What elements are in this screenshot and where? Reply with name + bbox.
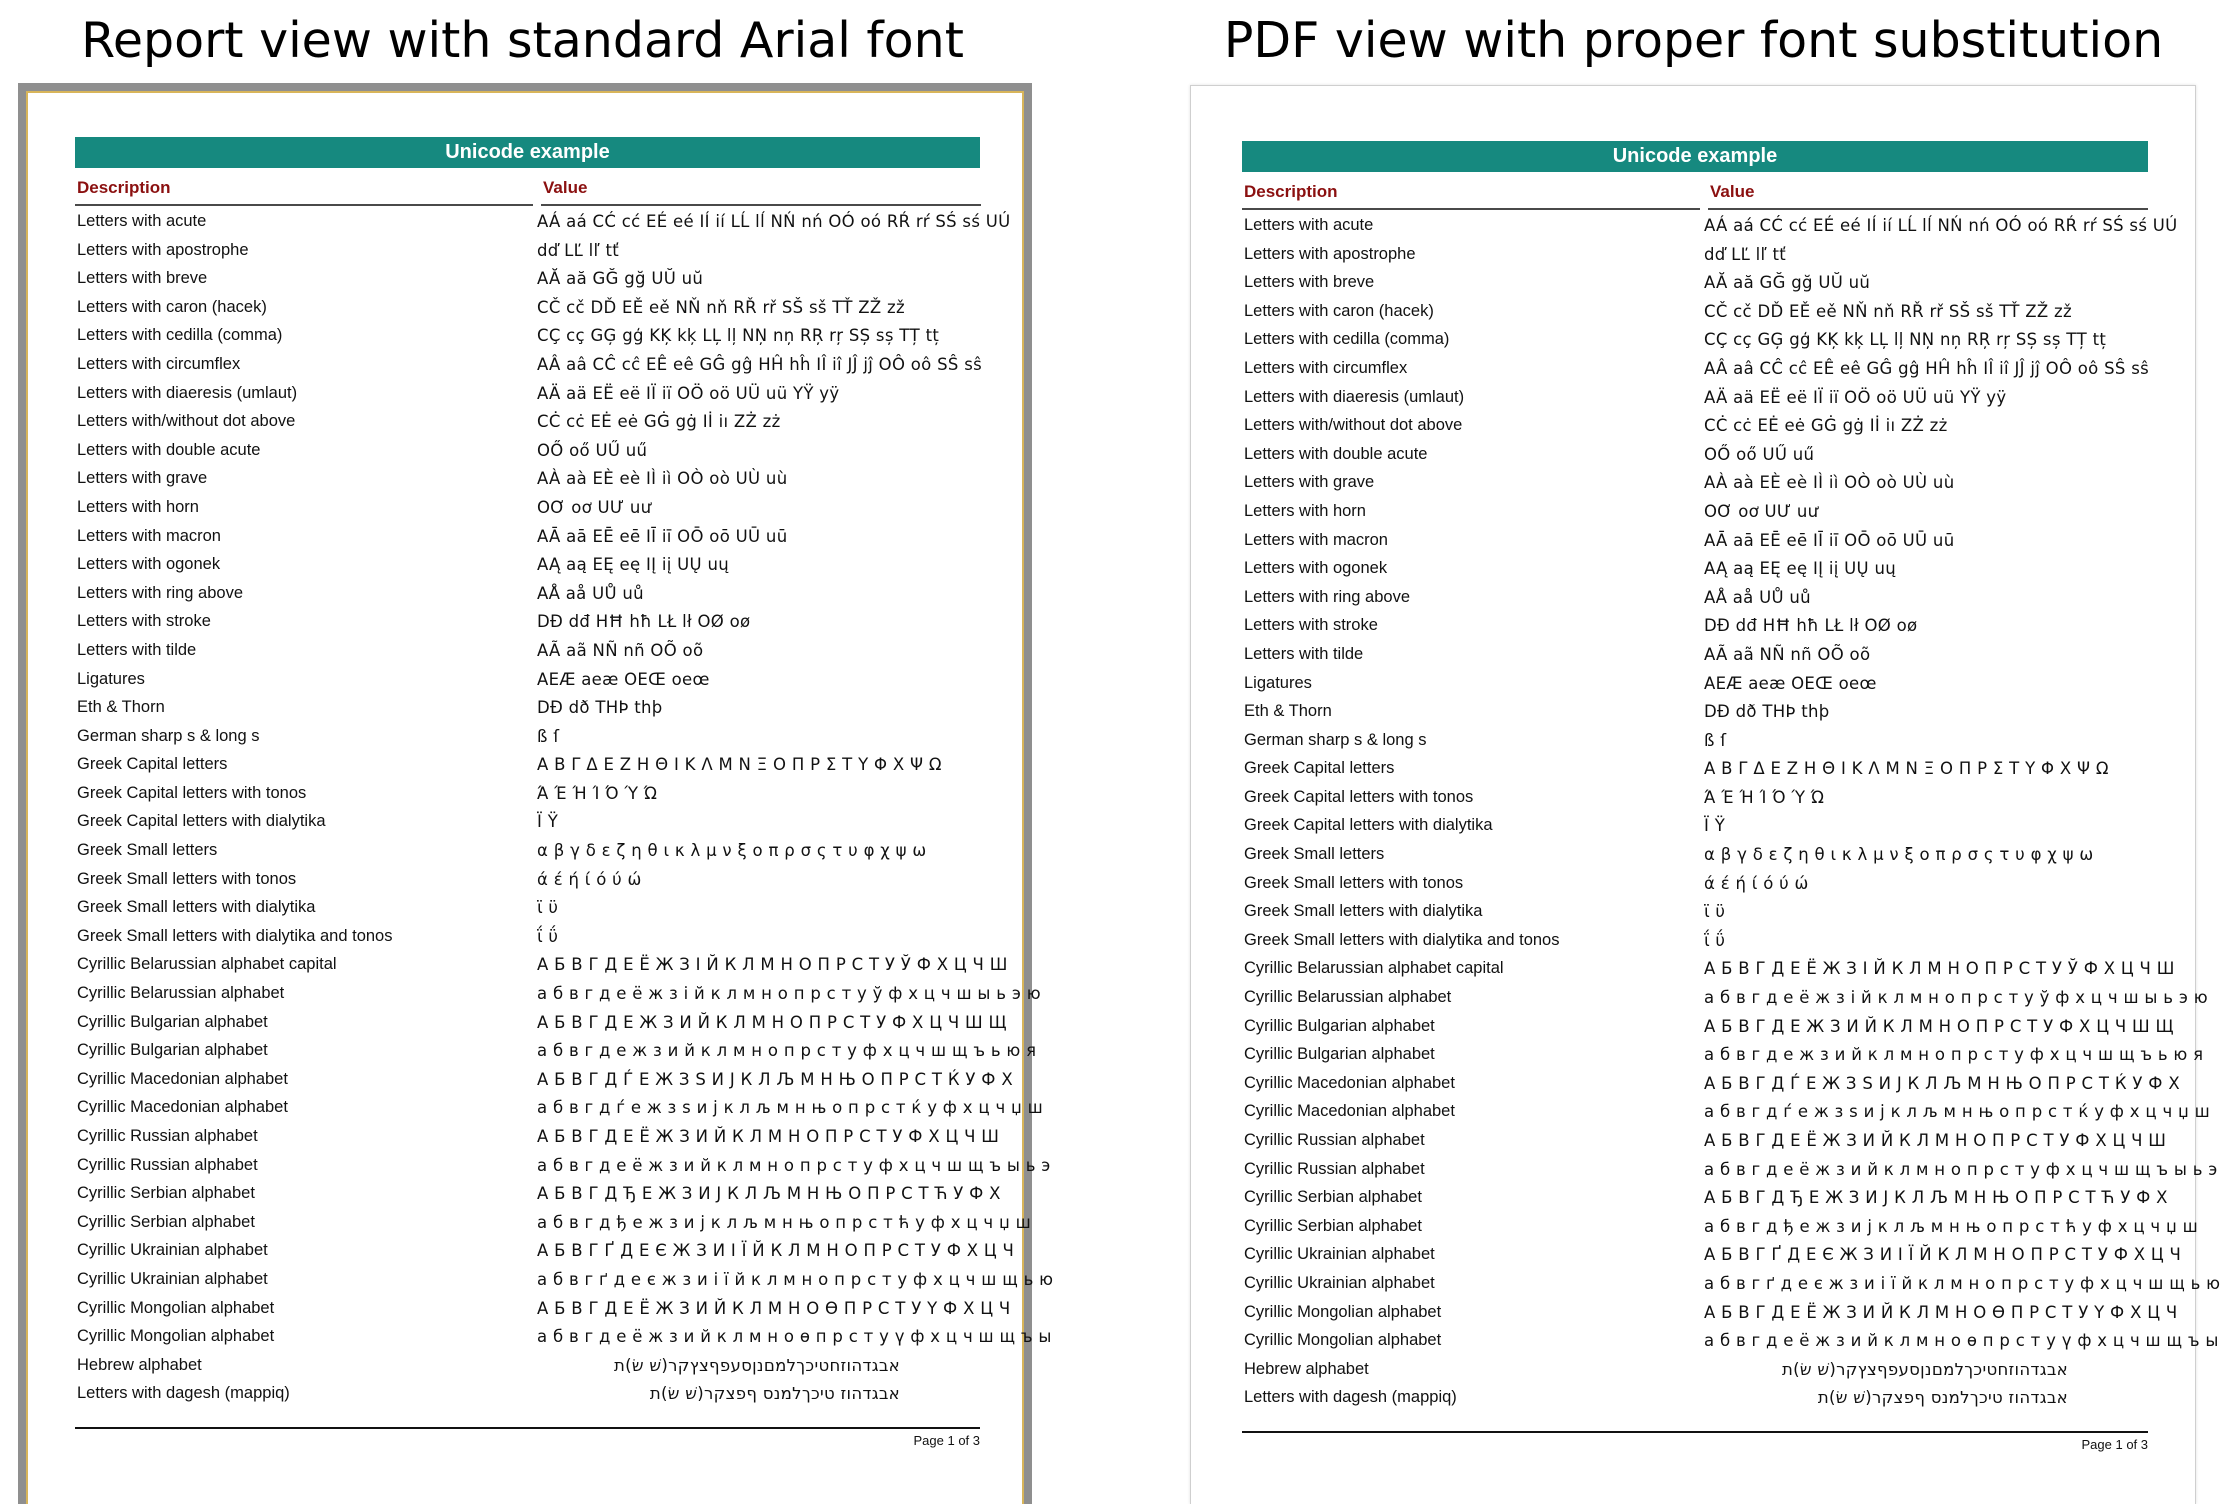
row-description: Letters with ring above <box>77 583 244 602</box>
row-value: Ϊ Ϋ <box>1704 816 1726 836</box>
row-value: Ά Έ Ή Ί Ό Ύ Ώ <box>1704 787 1825 807</box>
row-value: DÐ dð THÞ thþ <box>1704 702 1830 722</box>
report-title: Unicode example <box>75 137 980 168</box>
table-row <box>75 494 980 523</box>
row-description: Greek Small letters with tonos <box>1244 873 1464 892</box>
row-value: AÁ aá CĆ cć EÉ eé IÍ ií LĹ lĺ NŃ nń OÓ oó RŔ rŕ SŚ sś UÚ <box>537 212 1011 231</box>
row-description: Letters with horn <box>1244 501 1366 520</box>
table-row <box>1242 870 2148 899</box>
row-value: α β γ δ ε ζ η θ ι κ λ μ ν ξ ο π ρ σ ς τ υ φ χ ψ ω <box>537 841 927 861</box>
table-row <box>75 637 980 666</box>
row-description: Greek Capital letters with dialytika <box>1244 816 1493 835</box>
row-value: CČ cč DĎ EĚ eě NŇ nň RŘ rř SŠ sš TŤ ZŽ zž <box>1704 301 2072 321</box>
row-value: А Б В Г Д Ђ Е Ж З И Ј К Л Љ М Н Њ О П Р С Т Ћ У Ф Х <box>1704 1188 2168 1208</box>
row-value: OƠ oơ UƯ uư <box>1704 501 1819 521</box>
column-header-value: Value <box>543 178 588 197</box>
row-description: Greek Small letters <box>1244 845 1385 864</box>
column-header-description: Description <box>77 178 171 197</box>
row-description: Letters with grave <box>1244 473 1375 492</box>
row-value: а б в г д ђ е ж з и ј к л љ м н њ о п р с т ћ у ф х ц ч џ ш <box>1704 1216 2199 1236</box>
row-value: AÂ aâ CĈ cĉ EÊ eê GĜ gĝ HĤ hĥ IÎ iî JĴ jĵ OÔ oô SŜ sŝ <box>537 354 983 374</box>
row-description: Letters with diaeresis (umlaut) <box>1244 387 1465 406</box>
row-value: AÄ aä EË eë IÏ iï OÖ oö UÜ uü YŸ yÿ <box>537 383 840 403</box>
table-row <box>75 1237 1015 1266</box>
row-value: а б в г д е ё ж з и й к л м н о ө п р с т у ү ф х ц ч ш щ ъ ы <box>537 1327 1052 1347</box>
table-row <box>1242 584 2148 613</box>
table-row <box>1242 298 2148 327</box>
row-description: Cyrillic Bulgarian alphabet <box>77 1012 268 1031</box>
row-description: Letters with horn <box>77 497 199 516</box>
row-description: Cyrillic Serbian alphabet <box>77 1184 255 1203</box>
column-header-value: Value <box>1710 182 1755 201</box>
row-description: Letters with caron (hacek) <box>1244 301 1434 320</box>
row-description: Hebrew alphabet <box>77 1355 202 1374</box>
row-description: Greek Capital letters with tonos <box>77 783 307 802</box>
row-value: אבגדהוז טיכךלמנס ףפצקר(שׁ שׂ)ת <box>1817 1388 2068 1408</box>
row-value: ά έ ή ί ό ύ ώ <box>537 869 642 889</box>
row-value: dď LĽ lľ tť <box>1704 244 1787 264</box>
pdf-viewer-page[interactable] <box>1190 85 2220 1504</box>
row-description: Cyrillic Macedonian alphabet <box>1244 1102 1455 1121</box>
row-value: AÀ aà EÈ eè IÌ iì OÒ oò UÙ uù <box>1704 473 1955 493</box>
table-row <box>1242 784 2148 813</box>
row-value: CČ cč DĎ EĚ eě NŇ nň RŘ rř SŠ sš TŤ ZŽ zž <box>537 297 905 317</box>
row-description: Letters with cedilla (comma) <box>77 326 283 345</box>
footer-rule <box>75 1427 980 1429</box>
table-row <box>75 751 980 780</box>
row-description: Letters with diaeresis (umlaut) <box>77 383 298 402</box>
row-description: Letters with dagesh (mappiq) <box>77 1384 290 1403</box>
row-description: Cyrillic Serbian alphabet <box>77 1212 255 1231</box>
row-description: Cyrillic Russian alphabet <box>77 1127 258 1145</box>
row-value: ß ſ <box>1704 730 1727 750</box>
row-description: Ligatures <box>77 669 145 688</box>
table-row <box>1242 1127 2167 1156</box>
table-row <box>75 437 980 466</box>
table-row <box>75 1352 980 1381</box>
row-description: Letters with/without dot above <box>1244 416 1463 435</box>
row-description: Greek Small letters with dialytika and tonos <box>77 926 393 945</box>
table-row <box>1242 1184 2168 1213</box>
row-description: Letters with tilde <box>77 640 197 659</box>
row-description: Greek Small letters <box>77 841 218 860</box>
table-row <box>75 237 980 266</box>
table-row <box>75 408 980 437</box>
row-description: Greek Small letters with dialytika <box>1244 902 1483 921</box>
table-row <box>1242 698 2148 727</box>
row-value: CĊ cċ EĖ eė GĠ gġ Iİ iı ZŻ zż <box>1704 416 1948 436</box>
row-value: OƠ oơ UƯ uư <box>537 497 652 517</box>
table-row <box>1242 412 2148 441</box>
table-row <box>1242 1013 2174 1042</box>
row-description: Letters with stroke <box>1244 616 1378 635</box>
row-value: А Б В Г Д Ђ Е Ж З И Ј К Л Љ М Н Њ О П Р С Т Ћ У Ф Х <box>537 1184 1001 1204</box>
row-description: Letters with apostrophe <box>1244 244 1416 263</box>
table-row <box>1242 326 2148 355</box>
column-headers <box>75 168 980 208</box>
row-description: Cyrillic Ukrainian alphabet <box>1244 1273 1435 1292</box>
row-description: Letters with apostrophe <box>77 240 249 259</box>
row-description: Cyrillic Bulgarian alphabet <box>1244 1016 1435 1035</box>
row-description: Eth & Thorn <box>77 698 165 717</box>
table-row <box>1242 755 2148 784</box>
row-description: Letters with caron (hacek) <box>77 297 267 316</box>
row-value: А Б В Г Д Е Ё Ж З І Й К Л М Н О П Р С Т У Ў Ф Х Ц Ч Ш <box>537 955 1008 975</box>
row-description: Cyrillic Serbian alphabet <box>1244 1188 1422 1207</box>
table-row <box>75 322 980 351</box>
row-value: AEÆ aeæ OEŒ oeœ <box>537 669 710 689</box>
row-value: AÃ aã NÑ nñ OÕ oõ <box>537 640 704 660</box>
row-value: AÃ aã NÑ nñ OÕ oõ <box>1704 644 1871 664</box>
report-title: Unicode example <box>1242 141 2148 172</box>
row-description: Cyrillic Ukrainian alphabet <box>77 1269 268 1288</box>
table-row <box>75 1094 1044 1123</box>
row-value: AÀ aà EÈ eè IÌ iì OÒ oò UÙ uù <box>537 469 788 489</box>
row-value: а б в г д ђ е ж з и ј к л љ м н њ о п р с т ћ у ф х ц ч џ ш <box>537 1212 1032 1232</box>
row-value: а б в г д ѓ е ж з ѕ и ј к л љ м н њ о п р с т ќ у ф х ц ч џ ш <box>537 1098 1044 1118</box>
row-value: CÇ cç GĢ gģ KĶ kķ LĻ lļ NŅ nņ RŖ rŗ SȘ sș TȚ tț <box>537 326 940 346</box>
row-description: German sharp s & long s <box>77 726 260 745</box>
table-row <box>1242 1327 2219 1356</box>
table-row <box>75 1066 1013 1095</box>
row-value: OŐ oő UŰ uű <box>537 440 648 460</box>
row-description: Greek Capital letters with dialytika <box>77 812 326 831</box>
table-row <box>1242 927 2148 956</box>
row-description: Greek Capital letters with tonos <box>1244 787 1474 806</box>
row-description: Letters with stroke <box>77 612 211 631</box>
row-description: Cyrillic Belarussian alphabet capital <box>1244 959 1504 978</box>
footer-rule <box>1242 1431 2148 1433</box>
row-description: Greek Capital letters <box>77 755 228 774</box>
row-value: AĀ aā EĒ eē IĪ iī OŌ oō UŪ uū <box>1704 530 1955 550</box>
row-value: А Б В Г Ґ Д Е Є Ж З И І Ї Й К Л М Н О П Р С Т У Ф Х Ц Ч <box>537 1241 1015 1261</box>
row-value: AÁ aá CĆ cć EÉ eé IÍ ií LĹ lĺ NŃ nń OÓ oó RŔ rŕ SŚ sś UÚ <box>1704 216 2178 235</box>
table-row <box>1242 269 2148 298</box>
row-description: Letters with macron <box>1244 530 1388 549</box>
table-row <box>1242 1041 2204 1070</box>
row-description: Hebrew alphabet <box>1244 1359 1369 1378</box>
row-description: Cyrillic Bulgarian alphabet <box>77 1041 268 1060</box>
table-row <box>75 580 980 609</box>
table-row <box>75 1380 980 1409</box>
table-row <box>1242 469 2148 498</box>
row-description: Cyrillic Mongolian alphabet <box>1244 1302 1442 1321</box>
row-value: AĄ aą EĘ eę IĮ iį UŲ uų <box>537 555 729 575</box>
row-value: А Б В Г Д Е Ё Ж З И Й К Л М Н О Ө П Р С Т У Ү Ф Х Ц Ч <box>1704 1302 2178 1322</box>
page-number: Page 1 of 3 <box>2081 1436 2148 1452</box>
row-value: אבגדהוז טיכךלמנס ףפצקר(שׁ שׂ)ת <box>649 1384 900 1404</box>
report-rows <box>75 208 1054 1409</box>
row-description: Cyrillic Macedonian alphabet <box>77 1098 288 1117</box>
row-value: AĂ aă GĞ gğ UŬ uŭ <box>1704 273 1871 293</box>
row-description: Cyrillic Belarussian alphabet <box>1244 988 1452 1007</box>
table-row <box>75 723 980 752</box>
row-description: Greek Small letters with tonos <box>77 869 297 888</box>
row-description: Ligatures <box>1244 673 1312 692</box>
row-description: Eth & Thorn <box>1244 702 1332 721</box>
row-value: AĀ aā EĒ eē IĪ iī OŌ oō UŪ uū <box>537 526 788 546</box>
table-row <box>75 1009 1007 1038</box>
table-row <box>1242 1213 2199 1242</box>
table-row <box>1242 498 2148 527</box>
report-left <box>75 137 1054 1448</box>
row-description: Letters with ogonek <box>1244 559 1388 578</box>
report-right <box>1242 141 2220 1452</box>
row-description: Cyrillic Serbian alphabet <box>1244 1216 1422 1235</box>
table-row <box>1242 555 2148 584</box>
row-value: А Б В Г Д Е Ё Ж З И Й К Л М Н О П Р С Т У Ф Х Ц Ч Ш <box>1704 1131 2167 1150</box>
row-description: Letters with breve <box>1244 273 1375 292</box>
table-row <box>75 951 1008 980</box>
table-row <box>1242 727 2148 756</box>
row-value: ϊ ϋ <box>537 898 559 918</box>
table-row <box>1242 212 2178 241</box>
table-row <box>75 1266 1054 1295</box>
row-value: Ϊ Ϋ <box>537 812 559 832</box>
row-value: а б в г д е ё ж з и й к л м н о п р с т у ф х ц ч ш щ ъ ы ь э <box>1704 1159 2218 1179</box>
table-row <box>75 980 1041 1009</box>
table-row <box>75 608 980 637</box>
table-row <box>1242 812 2148 841</box>
table-row <box>1242 1384 2148 1413</box>
table-row <box>75 523 980 552</box>
row-description: Cyrillic Belarussian alphabet <box>77 984 285 1003</box>
table-row <box>75 894 980 923</box>
table-row <box>1242 355 2148 384</box>
table-row <box>75 780 980 809</box>
row-value: А Б В Г Д Е Ё Ж З І Й К Л М Н О П Р С Т У Ў Ф Х Ц Ч Ш <box>1704 959 2175 979</box>
row-description: Letters with double acute <box>1244 444 1428 463</box>
table-row <box>1242 1070 2180 1099</box>
row-description: Cyrillic Russian alphabet <box>77 1155 258 1174</box>
row-value: А Б В Г Д Ѓ Е Ж З Ѕ И Ј К Л Љ М Н Њ О П Р С Т Ќ У Ф Х <box>537 1069 1013 1089</box>
table-row <box>75 465 980 494</box>
row-value: а б в г д е ё ж з і й к л м н о п р с т у ў ф х ц ч ш ы ь э ю <box>1704 988 2208 1008</box>
row-description: Letters with grave <box>77 469 208 488</box>
row-description: Letters with acute <box>77 212 207 230</box>
row-value: А Б В Г Д Е Ж З И Й К Л М Н О П Р С Т У Ф Х Ц Ч Ш Щ <box>1704 1016 2174 1036</box>
header-rule <box>1242 208 1700 210</box>
table-row <box>75 808 980 837</box>
report-rows <box>1242 212 2220 1413</box>
row-value: а б в г д е ж з и й к л м н о п р с т у ф х ц ч ш щ ъ ь ю я <box>537 1041 1037 1061</box>
row-description: Letters with ogonek <box>77 555 221 574</box>
table-row <box>1242 612 2148 641</box>
header-rule <box>541 204 981 206</box>
row-value: AEÆ aeæ OEŒ oeœ <box>1704 673 1877 693</box>
row-value: אבגדהוזחטיכךלמםנןסעפףצץקר(שׁ שׂ)ת <box>1781 1359 2068 1379</box>
header-rule <box>1708 208 2148 210</box>
report-viewer-frame <box>18 83 1054 1504</box>
row-description: Letters with circumflex <box>1244 358 1408 377</box>
row-description: Letters with circumflex <box>77 354 241 373</box>
table-row <box>75 208 1011 237</box>
table-row <box>75 1037 1037 1066</box>
row-value: AÂ aâ CĈ cĉ EÊ eê GĜ gĝ HĤ hĥ IÎ iî JĴ jĵ OÔ oô SŜ sŝ <box>1704 358 2150 378</box>
table-row <box>75 351 983 380</box>
table-row <box>75 294 980 323</box>
row-description: Cyrillic Ukrainian alphabet <box>77 1241 268 1260</box>
row-value: а б в г д е ё ж з и й к л м н о ө п р с т у ү ф х ц ч ш щ ъ ы <box>1704 1331 2219 1351</box>
row-value: А Б В Г Д Е Ё Ж З И Й К Л М Н О П Р С Т У Ф Х Ц Ч Ш <box>537 1127 1000 1146</box>
row-value: ά έ ή ί ό ύ ώ <box>1704 873 1809 893</box>
row-description: Cyrillic Ukrainian alphabet <box>1244 1245 1435 1264</box>
row-value: Α Β Γ Δ Ε Ζ Η Θ Ι Κ Λ Μ Ν Ξ Ο Π Ρ Σ Τ Υ Φ Χ Ψ Ω <box>537 755 942 775</box>
row-value: AĄ aą EĘ eę IĮ iį UŲ uų <box>1704 559 1896 579</box>
table-row <box>75 380 980 409</box>
row-description: Letters with breve <box>77 269 208 288</box>
column-header-description: Description <box>1244 182 1338 201</box>
table-row <box>75 666 980 695</box>
row-value: DĐ dđ HĦ hħ LŁ lł OØ oø <box>537 612 751 632</box>
table-row <box>1242 670 2148 699</box>
page-number: Page 1 of 3 <box>913 1432 980 1448</box>
row-description: Cyrillic Mongolian alphabet <box>1244 1331 1442 1350</box>
table-row <box>1242 1098 2211 1127</box>
table-row <box>1242 384 2148 413</box>
row-value: Α Β Γ Δ Ε Ζ Η Θ Ι Κ Λ Μ Ν Ξ Ο Π Ρ Σ Τ Υ Φ Χ Ψ Ω <box>1704 759 2109 779</box>
table-row <box>75 694 980 723</box>
row-value: а б в г д е ё ж з и й к л м н о п р с т у ф х ц ч ш щ ъ ы ь э <box>537 1155 1051 1175</box>
row-description: Letters with/without dot above <box>77 412 296 431</box>
row-description: Greek Small letters with dialytika and tonos <box>1244 930 1560 949</box>
table-row <box>1242 1299 2178 1328</box>
row-value: А Б В Г Д Ѓ Е Ж З Ѕ И Ј К Л Љ М Н Њ О П Р С Т Ќ У Ф Х <box>1704 1073 2180 1093</box>
row-value: А Б В Г Д Е Ж З И Й К Л М Н О П Р С Т У Ф Х Ц Ч Ш Щ <box>537 1012 1007 1032</box>
row-value: dď LĽ lľ tť <box>537 240 620 260</box>
row-description: Letters with cedilla (comma) <box>1244 330 1450 349</box>
table-row <box>1242 955 2175 984</box>
row-description: Letters with acute <box>1244 216 1374 234</box>
table-row <box>75 1295 1011 1324</box>
row-description: Cyrillic Mongolian alphabet <box>77 1327 275 1346</box>
row-value: DĐ dđ HĦ hħ LŁ lł OØ oø <box>1704 616 1918 636</box>
row-value: а б в г ґ д е є ж з и і ї й к л м н о п р с т у ф х ц ч ш щ ь ю <box>1704 1273 2220 1293</box>
row-value: а б в г д е ё ж з і й к л м н о п р с т у ў ф х ц ч ш ы ь э ю <box>537 984 1041 1004</box>
table-row <box>75 265 980 294</box>
row-value: AÅ aå UŮ uů <box>1704 587 1811 607</box>
heading-report-view: Report view with standard Arial font <box>81 12 964 69</box>
row-value: α β γ δ ε ζ η θ ι κ λ μ ν ξ ο π ρ σ ς τ υ φ χ ψ ω <box>1704 845 2094 865</box>
row-description: Cyrillic Bulgarian alphabet <box>1244 1045 1435 1064</box>
row-value: ϊ ϋ <box>1704 902 1726 922</box>
row-description: Cyrillic Macedonian alphabet <box>1244 1073 1455 1092</box>
row-value: CÇ cç GĢ gģ KĶ kķ LĻ lļ NŅ nņ RŖ rŗ SȘ sș TȚ tț <box>1704 330 2107 350</box>
table-row <box>75 837 980 866</box>
row-description: Letters with macron <box>77 526 221 545</box>
table-row <box>75 1152 1051 1181</box>
row-value: а б в г ґ д е є ж з и і ї й к л м н о п р с т у ф х ц ч ш щ ь ю <box>537 1269 1054 1289</box>
table-row <box>1242 984 2208 1013</box>
row-value: а б в г д ѓ е ж з ѕ и ј к л љ м н њ о п р с т ќ у ф х ц ч џ ш <box>1704 1102 2211 1122</box>
table-row <box>1242 841 2148 870</box>
row-value: AĂ aă GĞ gğ UŬ uŭ <box>537 269 704 289</box>
row-description: Letters with double acute <box>77 440 261 459</box>
column-headers <box>1242 172 2148 212</box>
row-description: Letters with ring above <box>1244 587 1411 606</box>
row-description: Cyrillic Mongolian alphabet <box>77 1298 275 1317</box>
table-row <box>1242 441 2148 470</box>
row-value: DÐ dð THÞ thþ <box>537 698 663 718</box>
row-value: אבגדהוזחטיכךלמםנןסעפףצץקר(שׁ שׂ)ת <box>613 1355 900 1375</box>
table-row <box>75 923 980 952</box>
table-row <box>75 1323 1052 1352</box>
table-row <box>1242 1241 2182 1270</box>
row-description: Letters with tilde <box>1244 644 1364 663</box>
table-row <box>75 1180 1001 1209</box>
row-value: AÅ aå UŮ uů <box>537 583 644 603</box>
table-row <box>1242 1156 2218 1185</box>
row-description: German sharp s & long s <box>1244 730 1427 749</box>
row-description: Greek Small letters with dialytika <box>77 898 316 917</box>
table-row <box>75 551 980 580</box>
row-value: ΐ ΰ <box>1704 930 1726 950</box>
row-value: А Б В Г Д Е Ё Ж З И Й К Л М Н О Ө П Р С Т У Ү Ф Х Ц Ч <box>537 1298 1011 1318</box>
row-description: Letters with dagesh (mappiq) <box>1244 1388 1457 1407</box>
row-value: ß ſ <box>537 726 560 746</box>
table-row <box>1242 1356 2148 1385</box>
row-description: Cyrillic Russian alphabet <box>1244 1159 1425 1178</box>
table-row <box>1242 527 2148 556</box>
row-value: Ά Έ Ή Ί Ό Ύ Ώ <box>537 783 658 803</box>
header-rule <box>75 204 533 206</box>
table-row <box>75 1209 1032 1238</box>
row-value: а б в г д е ж з и й к л м н о п р с т у ф х ц ч ш щ ъ ь ю я <box>1704 1045 2204 1065</box>
report-viewer-page[interactable] <box>26 91 1054 1504</box>
table-row <box>1242 241 2148 270</box>
row-description: Cyrillic Macedonian alphabet <box>77 1069 288 1088</box>
row-value: AÄ aä EË eë IÏ iï OÖ oö UÜ uü YŸ yÿ <box>1704 387 2007 407</box>
table-row <box>1242 1270 2220 1299</box>
row-value: ΐ ΰ <box>537 926 559 946</box>
table-row <box>1242 898 2148 927</box>
row-value: CĊ cċ EĖ eė GĠ gġ Iİ iı ZŻ zż <box>537 412 781 432</box>
table-row <box>75 1123 1000 1152</box>
row-value: А Б В Г Ґ Д Е Є Ж З И І Ї Й К Л М Н О П Р С Т У Ф Х Ц Ч <box>1704 1245 2182 1265</box>
row-description: Cyrillic Russian alphabet <box>1244 1131 1425 1149</box>
table-row <box>75 866 980 895</box>
row-description: Greek Capital letters <box>1244 759 1395 778</box>
row-description: Cyrillic Belarussian alphabet capital <box>77 955 337 974</box>
table-row <box>1242 641 2148 670</box>
heading-pdf-view: PDF view with proper font substitution <box>1223 12 2164 69</box>
row-value: OŐ oő UŰ uű <box>1704 444 1815 464</box>
